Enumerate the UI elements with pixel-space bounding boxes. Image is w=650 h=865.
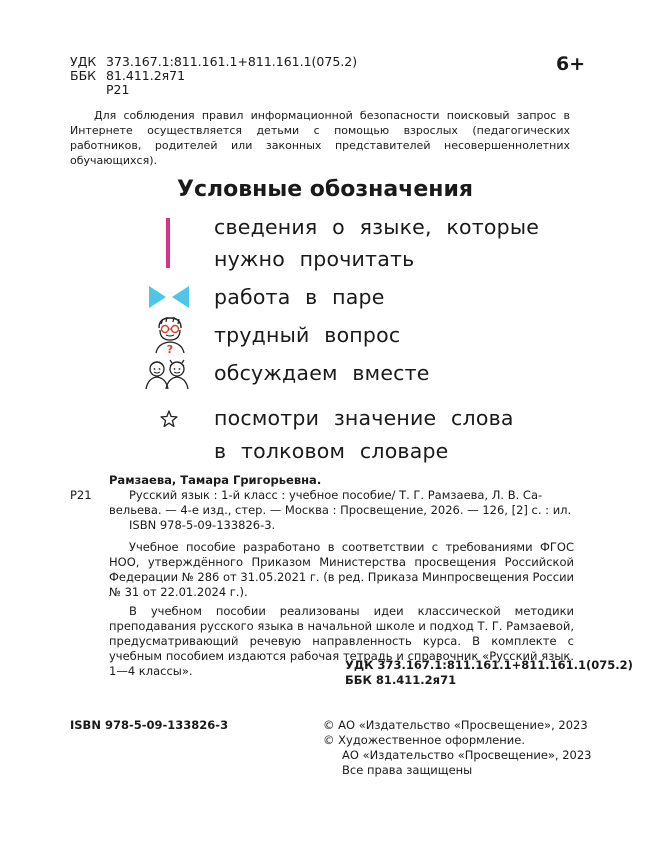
bib-line2: вельева. — 4-е изд., стер. — Москва : Просвещение, 2026. — 126, [2] с. : ил. [109, 503, 572, 517]
author-code: Р21 [106, 82, 130, 97]
bib-para-fgos: Учебное пособие разработано в соответствии с требованиями ФГОС НОО, утверждённого Приказом Министерства просвещения Российской Федерации № 286 от 31.05.2021 г. (в ред. Приказа Минпросвещения России № 31 от 22.01.2024 г.). [109, 540, 575, 599]
udk-row [0, 54, 650, 69]
bbk-value: 81.411.2я71 [106, 68, 186, 83]
footer-isbn: ISBN 978-5-09-133826-3 [70, 718, 229, 732]
bib-author: Рамзаева, Тамара Григорьевна. [109, 473, 322, 487]
thinking-child-icon [153, 316, 187, 354]
legend-item-hard-question: трудный вопрос [214, 323, 401, 347]
udk-label: УДК [70, 54, 97, 69]
copyright-design-publisher: АО «Издательство «Просвещение», 2023 [342, 748, 592, 762]
age-rating: 6+ [556, 53, 586, 75]
bbk-row [0, 68, 650, 83]
bib-isbn: ISBN 978-5-09-133826-3. [129, 518, 276, 532]
copyright-publisher: © АО «Издательство «Просвещение», 2023 [323, 718, 588, 732]
legend-item-pair: работа в паре [214, 285, 385, 309]
star-icon [160, 410, 178, 428]
bib-para-method: В учебном пособии реализованы идеи классической методики преподавания русского языка в начальной школе и подход Т. Г. Рамзаевой, предусматривающий речевую направленность курса. В комплекте с учебным пособием издаются рабочая тетрадь и справочник «Русский язык. 1—4 классы». [109, 604, 574, 678]
bib-udk-bottom: УДК 373.167.1:811.161.1+811.161.1(075.2) [345, 658, 633, 672]
svg-text:?: ? [166, 343, 174, 354]
legend-item-dictionary-line1: посмотри значение слова [214, 406, 514, 430]
udk-value: 373.167.1:811.161.1+811.161.1(075.2) [106, 54, 358, 69]
bbk-label: ББК [70, 68, 97, 83]
safety-notice: Для соблюдения правил информационной безопасности поисковый запрос в Интернете осуществляется детьми с помощью взрослых (педагогических работников, родителей или законных представителей несовершеннолетних обучающихся). [70, 109, 570, 167]
legend-item-dictionary-line2: в толковом словаре [214, 439, 449, 463]
copyright-design: © Художественное оформление. [323, 733, 525, 747]
pink-bar-icon [166, 218, 170, 268]
legend-item-discuss: обсуждаем вместе [214, 361, 430, 385]
two-children-icon [143, 358, 191, 390]
legend-item-info-line1: сведения о языке, которые [214, 215, 540, 239]
bib-line1: Русский язык : 1-й класс : учебное пособие/ Т. Г. Рамзаева, Л. В. Са- [129, 488, 543, 502]
bib-code: Р21 [70, 488, 92, 502]
legend-item-info-line2: нужно прочитать [214, 247, 415, 271]
legend-title: Условные обозначения [176, 177, 473, 202]
bowtie-icon [149, 286, 189, 308]
bib-bbk-bottom: ББК 81.411.2я71 [345, 673, 457, 687]
rights-reserved: Все права защищены [342, 763, 473, 777]
